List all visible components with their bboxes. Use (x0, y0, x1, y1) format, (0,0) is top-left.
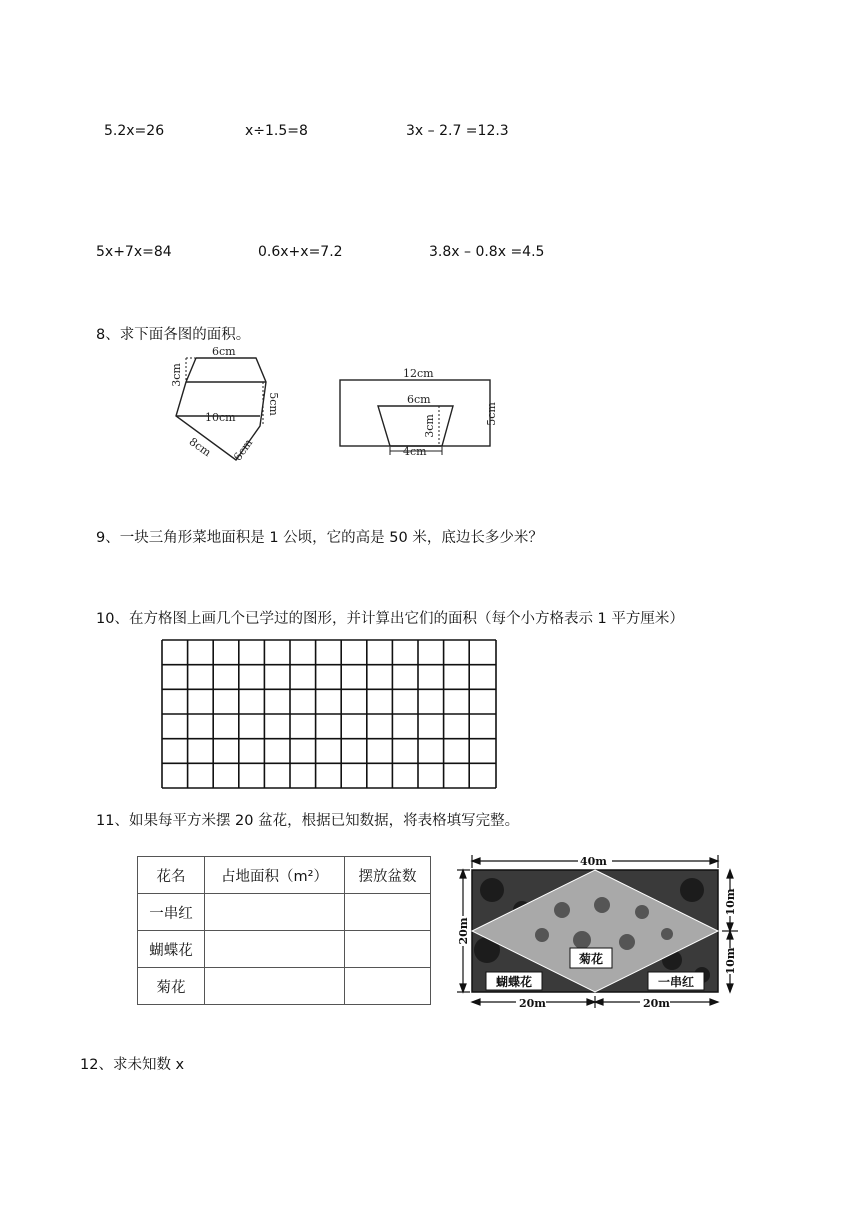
label-20m: 20m (519, 997, 546, 1010)
label-6cm: 6cm (231, 436, 256, 464)
label-3cm: 3cm (170, 363, 183, 387)
trapezoid-outline (378, 406, 453, 446)
label-40m: 40m (580, 855, 607, 868)
table-cell-flower-name: 一串红 (138, 894, 205, 931)
table-cell-area[interactable] (205, 931, 345, 968)
table-cell-area[interactable] (205, 894, 345, 931)
equation: x÷1.5=8 (245, 123, 308, 139)
flower-table (137, 856, 431, 1005)
table-header: 占地面积（m²） (205, 857, 345, 894)
label-3cm: 3cm (423, 414, 436, 438)
label-20m: 20m (643, 997, 670, 1010)
label-10m: 10m (724, 888, 737, 916)
question-9-title: 9、一块三角形菜地面积是 1 公顷，它的高是 50 米，底边长多少米？ (96, 530, 543, 546)
label-chrysanthemum: 菊花 (578, 952, 604, 966)
equation: 3.8x – 0.8x =4.5 (429, 244, 545, 260)
table-header: 花名 (138, 857, 205, 894)
table-cell-flower-name: 菊花 (138, 968, 205, 1005)
flower-bed-diagram (452, 850, 744, 1018)
label-4cm: 4cm (403, 445, 427, 458)
figure-hexagon (160, 342, 290, 467)
label-6cm: 6cm (212, 345, 236, 358)
figure-rectangle-trapezoid (335, 362, 510, 462)
grid-paper[interactable] (160, 638, 500, 790)
label-6cm: 6cm (407, 393, 431, 406)
table-cell-pots[interactable] (345, 968, 431, 1005)
table-cell-area[interactable] (205, 968, 345, 1005)
question-11-title: 11、如果每平方米摆 20 盆花，根据已知数据，将表格填写完整。 (96, 813, 520, 829)
equation: 0.6x+x=7.2 (258, 244, 343, 260)
equation: 3x – 2.7 =12.3 (406, 123, 509, 139)
rectangle-outline (340, 380, 490, 446)
label-20m: 20m (457, 917, 470, 945)
label-8cm: 8cm (186, 435, 214, 460)
question-12-title: 12、求未知数 x (80, 1057, 185, 1073)
label-10m: 10m (724, 947, 737, 975)
label-butterfly-flower: 蝴蝶花 (495, 975, 533, 989)
label-10cm: 10cm (205, 411, 236, 424)
table-cell-flower-name: 蝴蝶花 (138, 931, 205, 968)
label-salvia: 一串红 (657, 975, 695, 989)
label-5cm: 5cm (267, 392, 280, 416)
question-10-title: 10、在方格图上画几个已学过的图形，并计算出它们的面积（每个小方格表示 1 平方厘米） (96, 611, 684, 627)
label-5cm: 5cm (485, 402, 498, 426)
equation: 5.2x=26 (104, 123, 165, 139)
table-header: 摆放盆数 (345, 857, 431, 894)
equation: 5x+7x=84 (96, 244, 172, 260)
question-8-title: 8、求下面各图的面积。 (96, 327, 251, 343)
label-12cm: 12cm (403, 367, 434, 380)
table-cell-pots[interactable] (345, 931, 431, 968)
table-cell-pots[interactable] (345, 894, 431, 931)
